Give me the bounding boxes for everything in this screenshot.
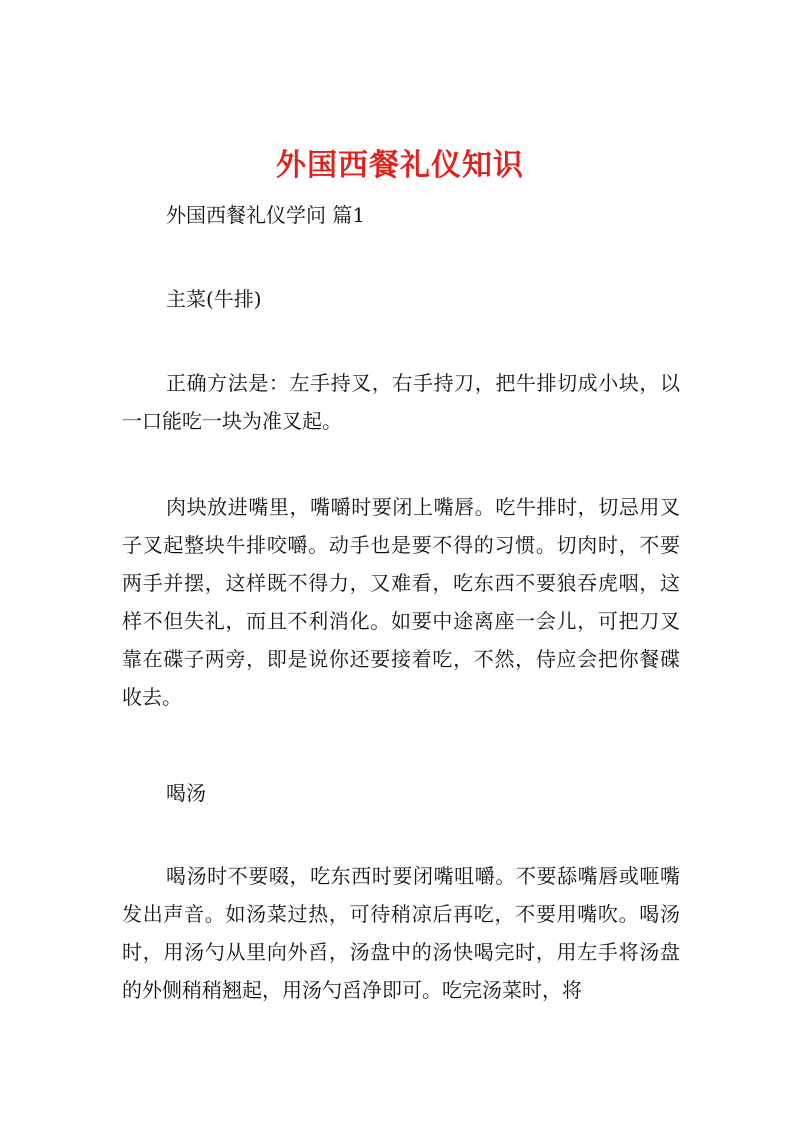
section-heading-soup: 喝汤 [166,781,206,805]
section-heading-article-1: 外国西餐礼仪学问 篇1 [166,203,366,227]
paragraph-correct-method: 正确方法是：左手持叉，右手持刀，把牛排切成小块，以一口能吃一块为准叉起。 [122,371,680,433]
paragraph-drinking-soup: 喝汤时不要啜，吃东西时要闭嘴咀嚼。不要舔嘴唇或咂嘴发出声音。如汤菜过热，可待稍凉后再吃，不要用嘴吹。喝汤时，用汤勺从里向外舀，汤盘中的汤快喝完时，用左手将汤盘的外侧稍稍翘起，用汤勺舀净即可。吃完汤菜时，将 [122,864,680,1002]
section-heading-main-course: 主菜(牛排) [166,287,262,311]
paragraph-eating-steak: 肉块放进嘴里，嘴嚼时要闭上嘴唇。吃牛排时，切忌用叉子叉起整块牛排咬嚼。动手也是要不得的习惯。切肉时，不要两手并摆，这样既不得力，又难看，吃东西不要狼吞虎咽，这样不但失礼，而且不利消化。如要中途离座一会儿，可把刀叉靠在碟子两旁，即是说你还要接着吃，不然，侍应会把你餐碟收去。 [122,495,680,709]
document-title: 外国西餐礼仪知识 [276,148,524,184]
